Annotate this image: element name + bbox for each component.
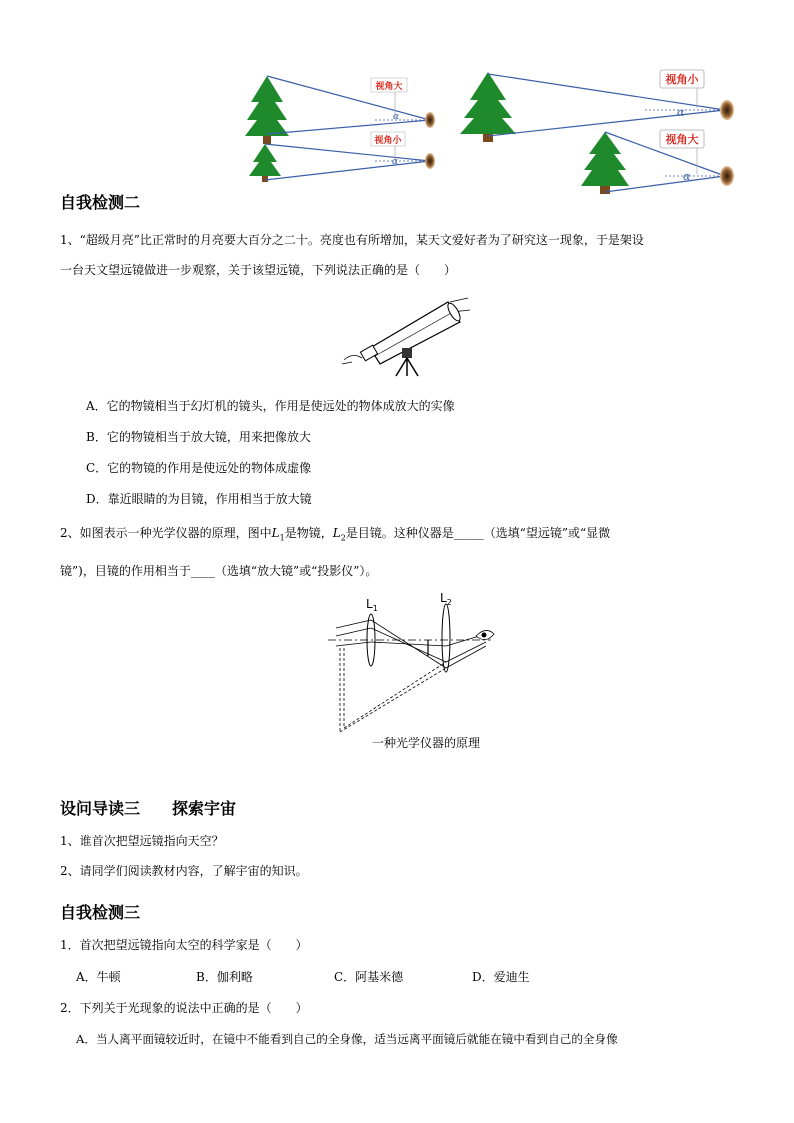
option-c: C．它的物镜的作用是使远处的物体成虚像 — [86, 461, 312, 475]
eye-icon — [720, 166, 734, 186]
eye-icon — [425, 112, 435, 128]
svg-text:α: α — [392, 157, 399, 167]
tree-icon — [249, 144, 281, 182]
figure-caption: 一种光学仪器的原理 — [372, 736, 481, 750]
lens-l1-label: $L_1$ — [366, 597, 378, 613]
alpha-label: α — [393, 112, 400, 122]
option-b: B．伽利略 — [196, 970, 253, 984]
question-2-line-2: 镜”)，目镜的作用相当于____（选填“放大镜”或“投影仪”）。 — [60, 564, 378, 578]
option-c: C．阿基米德 — [334, 970, 404, 984]
guided-item-1: 1、谁首次把望远镜指向天空？ — [60, 834, 224, 848]
section-heading-self-test-2: 自我检测二 — [60, 193, 141, 212]
question-3-2-stem: 2．下列关于光现象的说法中正确的是（ ） — [60, 1001, 308, 1015]
label-small-angle: 视角小 — [665, 73, 699, 86]
option-b: B．它的物镜相当于放大镜，用来把像放大 — [86, 430, 311, 444]
optical-instrument-figure — [326, 588, 506, 736]
tree-icon — [460, 72, 516, 142]
guided-item-2: 2、请同学们阅读教材内容，了解宇宙的知识。 — [60, 864, 308, 878]
label-small-angle: 视角小 — [374, 136, 402, 146]
tree-icon — [581, 132, 629, 194]
option-a: A．它的物镜相当于幻灯机的镜头，作用是使远处的物体成放大的实像 — [86, 399, 455, 413]
label-big-angle: 视角大 — [375, 82, 403, 92]
svg-text:α: α — [677, 106, 685, 119]
section-heading-self-test-3: 自我检测三 — [60, 903, 141, 922]
eye-icon — [476, 630, 494, 639]
question-1-line-2: 一台天文望远镜做进一步观察，关于该望远镜，下列说法正确的是（ ） — [60, 263, 457, 277]
question-2-line-1: 2、如图表示一种光学仪器的原理，图中$L_1$是物镜，$L_2$是目镜。这种仪器是_____（选填“望远镜”或“显微 — [60, 526, 611, 543]
option-a: A．牛顿 — [76, 970, 121, 984]
option-a: A．当人离平面镜较近时，在镜中不能看到自己的全身像，适当远离平面镜后就能在镜中看到自己的全身像 — [76, 1032, 618, 1046]
eye-icon — [425, 153, 435, 169]
svg-text:α: α — [683, 170, 691, 183]
visual-angle-figure — [245, 68, 745, 200]
lens-l2-label: $L_2$ — [440, 591, 452, 607]
eye-icon — [720, 100, 734, 120]
label-big-angle: 视角大 — [665, 133, 699, 146]
question-3-1-stem: 1．首次把望远镜指向太空的科学家是（ ） — [60, 938, 308, 952]
telescope-figure — [340, 292, 475, 378]
section-heading-guided-reading-3: 设问导读三 探索宇宙 — [60, 799, 237, 818]
option-d: D．爱迪生 — [472, 970, 530, 984]
option-d: D．靠近眼睛的为目镜，作用相当于放大镜 — [86, 492, 312, 506]
question-1-line-1: 1、“超级月亮”比正常时的月亮要大百分之二十。亮度也有所增加，某天文爱好者为了研究这一现象，于是架设 — [60, 233, 644, 247]
